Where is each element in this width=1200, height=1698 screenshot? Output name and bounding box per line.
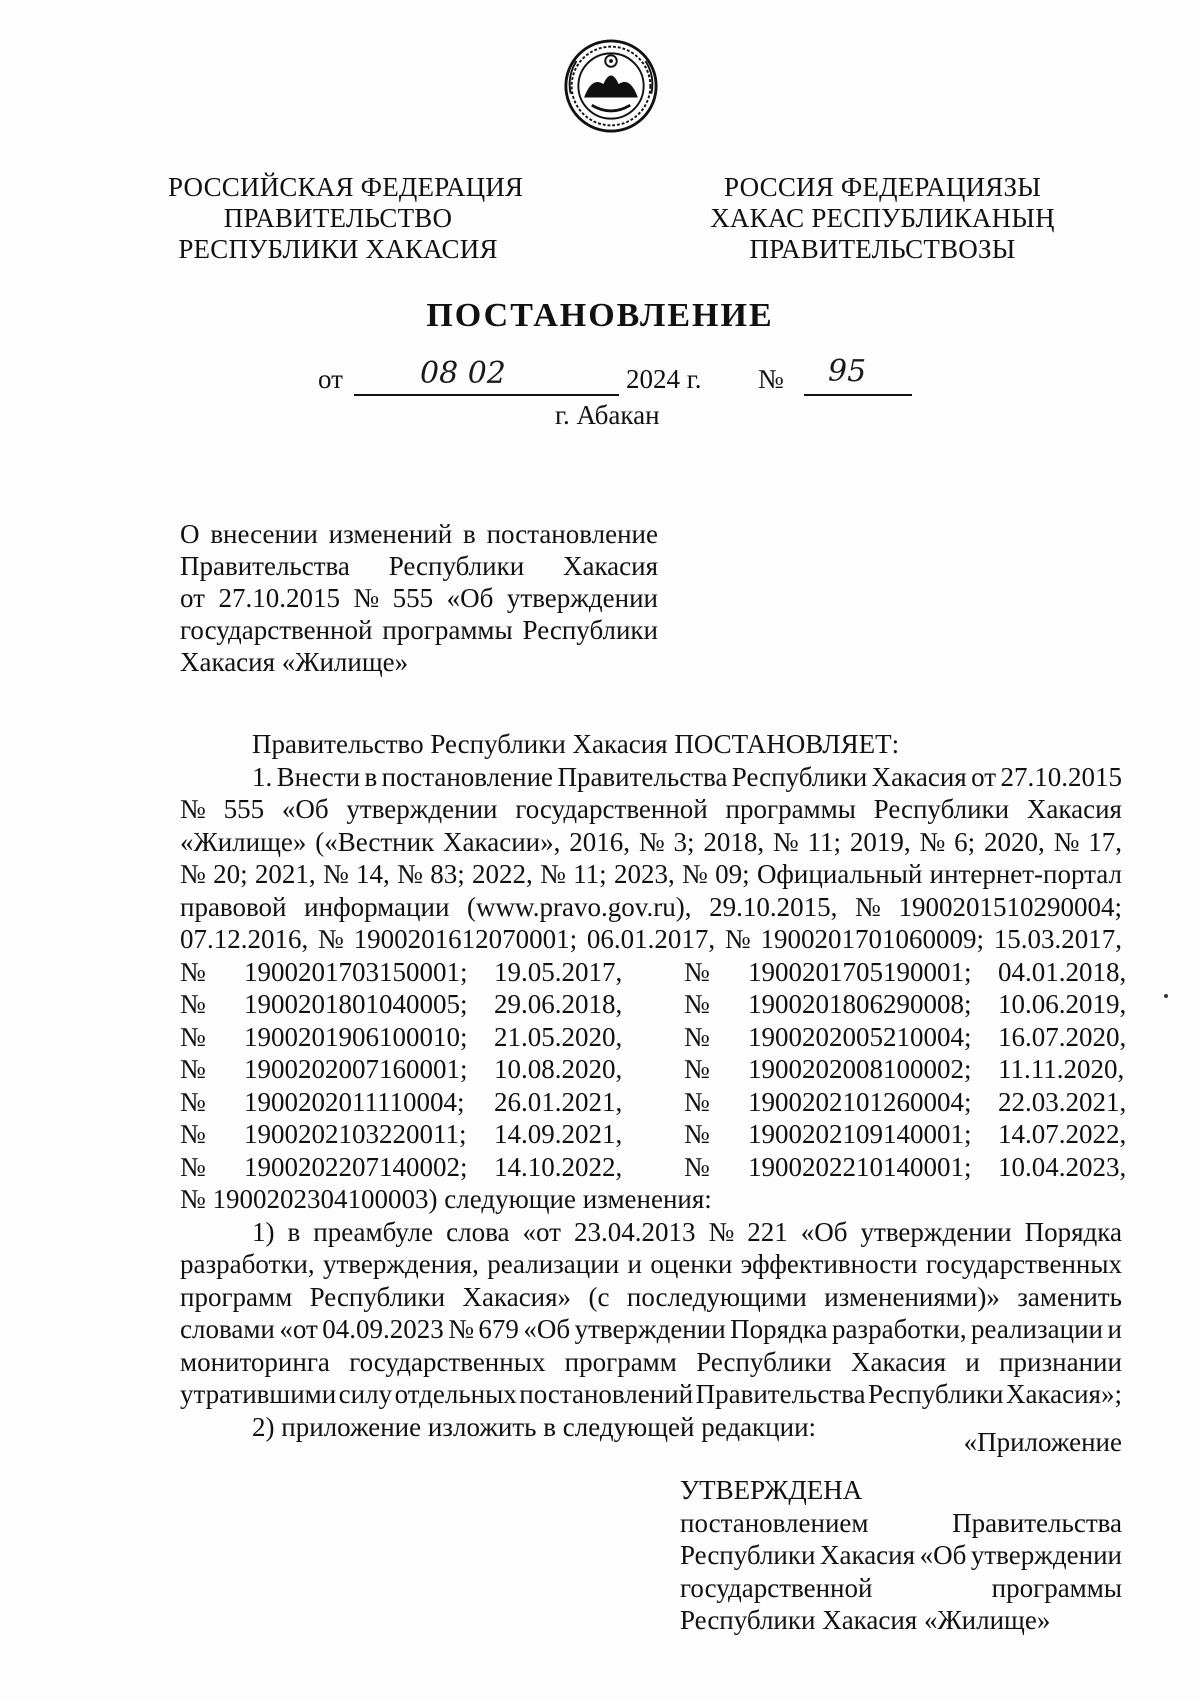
word: оценки (650, 1249, 733, 1279)
item-line (180, 1216, 1122, 1249)
word: Республики (309, 1281, 446, 1312)
table-cell: № (180, 1021, 206, 1052)
table-cell: 1900201906100010; (244, 1021, 468, 1052)
word: 07.12.2016, (180, 924, 309, 954)
word: Хакасия (562, 551, 658, 581)
word: 2019, (849, 826, 911, 857)
paragraph-line (180, 858, 1122, 891)
word: утверждении (860, 1216, 1012, 1247)
table-row (180, 1086, 1127, 1119)
word: 555 (223, 794, 265, 824)
word: утратившими (180, 1379, 337, 1409)
word: 2023, (613, 859, 675, 889)
table-cell: 10.06.2019, (998, 989, 1127, 1019)
word: заменить (1017, 1281, 1122, 1312)
subject-line (180, 518, 658, 550)
word: 1. (252, 761, 273, 792)
word: Республики (522, 615, 658, 645)
table-cell: 1900201703150001; (244, 956, 468, 987)
word: 27.10.2015 (1000, 761, 1122, 792)
header-left-line: ПРАВИТЕЛЬСТВО (223, 203, 453, 233)
subject-line (180, 582, 658, 614)
word: программ (180, 1281, 293, 1312)
word: 04.09.2023 (322, 1314, 444, 1344)
word: программ (564, 1346, 677, 1377)
word: Правительства (557, 761, 728, 792)
word: 15.03.2017, (993, 924, 1122, 954)
table-cell: № (684, 1086, 710, 1117)
word: слова (446, 1216, 510, 1247)
word: в (463, 519, 476, 549)
appendix-line (680, 1572, 1122, 1605)
subject-line (180, 614, 658, 646)
word: реализации (487, 1249, 620, 1279)
word: (с (588, 1281, 610, 1312)
word: реализации (971, 1314, 1103, 1344)
word: утверждения, (323, 1249, 479, 1279)
word: силу (338, 1379, 393, 1409)
word: Хакасия (1026, 794, 1122, 824)
word: «Об (800, 1216, 848, 1247)
table-cell: 1900201801040005; (244, 989, 468, 1019)
table-cell: 1900202210140001; (748, 1151, 972, 1182)
date-year: 2024 г. (626, 364, 702, 394)
table-cell: 29.06.2018, (494, 989, 623, 1019)
word: государственной (680, 1572, 873, 1603)
word: № (180, 859, 206, 889)
word: № (322, 859, 349, 889)
appendix-line (680, 1507, 1122, 1540)
table-row (180, 1151, 1127, 1184)
word: Хакасия» (462, 1281, 572, 1312)
table-cell: 10.08.2020, (494, 1054, 623, 1084)
appendix-last: Республики Хакасия «Жилище» (680, 1605, 1051, 1635)
document-subject (180, 518, 658, 678)
table-cell: № (684, 1054, 710, 1084)
word: № (682, 859, 708, 889)
word: государственных (349, 1346, 546, 1377)
word: постановлением (680, 1507, 869, 1538)
paragraph-1-end: № 1900202304100003) следующие изменения: (180, 1184, 712, 1214)
word: Республики (696, 1346, 832, 1377)
table-cell: 14.07.2022, (998, 1119, 1127, 1149)
table-row (180, 988, 1127, 1021)
item-line (180, 1313, 1122, 1346)
word: 2020, (984, 826, 1045, 857)
word: внесении (210, 519, 318, 549)
word: 06.01.2017, (586, 924, 716, 954)
word: 2016, (569, 826, 630, 857)
coat-of-arms-emblem (563, 38, 659, 134)
word: 679 (478, 1314, 519, 1344)
table-cell: № (684, 1119, 710, 1149)
table-cell: № (684, 989, 710, 1019)
header-right-line: РОССИЯ ФЕДЕРАЦИЯЗЫ (724, 172, 1041, 202)
table-cell: № (180, 1086, 206, 1117)
word: Республики (873, 794, 1010, 824)
word: 29.10.2015, (709, 891, 838, 922)
table-cell: 1900202207140002; (244, 1151, 468, 1182)
word: Хакасия «Жилище» (180, 647, 409, 677)
word: «Об (281, 794, 329, 824)
word: 555 (392, 583, 434, 613)
word: № (180, 794, 206, 824)
word: государственной (180, 615, 373, 645)
table-cell: 1900202008100002; (748, 1054, 972, 1084)
table-cell: 19.05.2017, (494, 956, 623, 987)
word: № (638, 826, 665, 857)
table-cell: 1900201705190001; (748, 956, 972, 987)
word: 11; (807, 826, 842, 857)
word: 6; (954, 826, 976, 857)
word: преамбуле (313, 1216, 434, 1247)
appendix-lines (680, 1507, 1122, 1605)
word: № (724, 924, 751, 954)
word: информации (304, 891, 450, 922)
word: 1) (252, 1216, 275, 1247)
table-cell: 26.01.2021, (494, 1086, 623, 1117)
word: «Об (919, 1540, 967, 1570)
number-label: № (758, 364, 784, 394)
word: 1900201612070001; (353, 924, 578, 954)
item-1 (180, 1216, 1122, 1411)
word: Хакасия (820, 1540, 916, 1570)
word: «от (279, 1314, 318, 1344)
table-row (180, 1021, 1127, 1054)
word: Порядка (1024, 1216, 1122, 1247)
word: 2021, (254, 859, 316, 889)
header-left (168, 172, 524, 265)
word: Хакасия»; (1005, 1379, 1122, 1409)
word: (www.pravo.gov.ru), (467, 891, 692, 922)
table-cell: 22.03.2021, (998, 1086, 1127, 1117)
word: правовой (180, 891, 287, 922)
word: постановление (381, 761, 554, 792)
word: Республики (731, 761, 868, 792)
paragraph-1 (180, 761, 1122, 956)
document-title: ПОСТАНОВЛЕНИЕ (426, 297, 774, 334)
paragraph-line (180, 761, 1122, 794)
word: 14, (356, 859, 390, 889)
word: Правительства (695, 1379, 866, 1409)
scan-speck (1164, 994, 1168, 998)
word: № (1053, 826, 1080, 857)
word: Хакасия (871, 761, 967, 792)
word: «Об (446, 583, 494, 613)
appendix-line (680, 1539, 1122, 1572)
word: интернет-портал (929, 859, 1122, 889)
item-line (180, 1281, 1122, 1314)
word: 2022, (472, 859, 533, 889)
word: О (180, 519, 200, 549)
registration-numbers-table (180, 956, 1127, 1184)
table-cell: № (180, 956, 206, 987)
word: эффективности (740, 1249, 918, 1279)
paragraph-line (180, 923, 1122, 956)
word: программы (725, 794, 856, 824)
item-2: 2) приложение изложить в следующей редакции: (252, 1411, 817, 1442)
word: 17, (1088, 826, 1122, 857)
table-row (180, 1118, 1127, 1151)
word: словами (180, 1314, 275, 1344)
table-cell: 1900202101260004; (748, 1086, 972, 1117)
word: № (353, 583, 380, 613)
table-cell: № (684, 1021, 710, 1052)
table-cell: № (180, 1119, 206, 1149)
word: Хакасия (850, 1346, 946, 1377)
paragraph-line (180, 826, 1122, 859)
table-cell: № (684, 1151, 710, 1182)
header-right (705, 172, 1060, 265)
word: государственной (515, 794, 708, 824)
document-body (180, 728, 1127, 1443)
word: утверждении (574, 1314, 726, 1344)
word: № (448, 1314, 474, 1344)
word: и (627, 1249, 642, 1279)
table-cell: 14.10.2022, (494, 1151, 623, 1182)
word: утверждении (346, 794, 498, 824)
word: от (971, 761, 997, 792)
appendix-head: «Приложение (963, 1427, 1122, 1457)
word: Официальный (756, 859, 923, 889)
word: 1900201510290004; (898, 891, 1122, 922)
word: от (180, 583, 205, 613)
table-cell: 04.01.2018, (998, 956, 1127, 987)
table-row (180, 956, 1127, 989)
word: Республики (388, 551, 525, 581)
paragraph-line (180, 793, 1122, 826)
word: 221 (747, 1216, 788, 1247)
word: № (708, 1216, 735, 1247)
word: Республики (680, 1540, 816, 1570)
word: и (1107, 1314, 1122, 1344)
handwritten-date: 08 02 (420, 356, 506, 391)
table-cell: 11.11.2020, (998, 1054, 1125, 1084)
appendix-block (680, 1474, 1122, 1637)
table-cell: 14.09.2021, (494, 1119, 623, 1149)
word: «Об (523, 1314, 571, 1344)
word: № (772, 826, 799, 857)
word: признании (999, 1346, 1122, 1377)
table-cell: № (180, 1054, 206, 1084)
word: программы (382, 615, 513, 645)
subject-line (180, 550, 658, 582)
word: («Вестник (315, 826, 435, 857)
item-line (180, 1346, 1122, 1379)
word: Внести (276, 761, 361, 792)
header-left-line: РОССИЙСКАЯ ФЕДЕРАЦИЯ (168, 172, 524, 202)
header-left-line: РЕСПУБЛИКИ ХАКАСИЯ (178, 234, 498, 264)
table-cell: 21.05.2020, (494, 1021, 623, 1052)
word: 20; (213, 859, 248, 889)
word: Республики (868, 1379, 1004, 1409)
table-cell: 1900202109140001; (748, 1119, 972, 1149)
word: 27.10.2015 (218, 583, 340, 613)
word: последующими (626, 1281, 807, 1312)
word: Правительства (180, 551, 350, 581)
word: постановлений (519, 1379, 694, 1409)
word: № (318, 924, 344, 954)
word: утверждении (970, 1540, 1122, 1570)
word: «Жилище» (180, 826, 307, 857)
handwritten-number: 95 (828, 354, 867, 389)
word: 3; (673, 826, 695, 857)
word: изменениями)» (824, 1281, 1000, 1312)
preamble: Правительство Республики Хакасия ПОСТАНОВЛЯЕТ: (252, 729, 900, 759)
table-cell: 1900202005210004; (748, 1021, 972, 1052)
word: в (287, 1216, 301, 1247)
word: 83; (430, 859, 465, 889)
header-right-line: ПРАВИТЕЛЬСТВОЗЫ (749, 234, 1016, 264)
subject-line (180, 646, 658, 678)
table-cell: 16.07.2020, (998, 1021, 1127, 1052)
date-prefix: от (318, 364, 343, 394)
item-line (180, 1248, 1122, 1281)
item-line (180, 1378, 1122, 1411)
word: и (965, 1346, 980, 1377)
city-name: г. Абакан (555, 400, 660, 430)
word: 1900201701060009; (760, 924, 984, 954)
word: 23.04.2013 (573, 1216, 696, 1247)
table-cell: № (684, 956, 710, 987)
paragraph-line (180, 891, 1122, 924)
word: в (364, 761, 378, 792)
word: утверждении (506, 583, 658, 613)
table-row (180, 1053, 1125, 1086)
word: разработки, (831, 1314, 967, 1344)
table-cell: 1900201806290008; (748, 989, 972, 1019)
word: государственных (925, 1249, 1122, 1279)
table-cell: 10.04.2023, (998, 1151, 1127, 1182)
word: № (919, 826, 946, 857)
word: Правительства (952, 1507, 1122, 1538)
word: Порядка (730, 1314, 828, 1344)
table-cell: № (180, 1151, 206, 1182)
word: 2018, (703, 826, 765, 857)
word: Хакасии», (443, 826, 561, 857)
word: 11; (573, 859, 607, 889)
table-cell: № (180, 989, 206, 1019)
word: № (397, 859, 423, 889)
header-right-line: ХАКАС РЕСПУБЛИКАНЫҢ (710, 203, 1055, 233)
table-cell: 1900202011110004; (244, 1086, 465, 1117)
word: «от (522, 1216, 561, 1247)
table-cell: 1900202007160001; (244, 1054, 468, 1084)
table-cell: 1900202103220011; (244, 1119, 467, 1149)
word: № (540, 859, 566, 889)
word: программы (991, 1572, 1122, 1603)
word: отдельных (394, 1379, 517, 1409)
word: постановление (486, 519, 658, 549)
appendix-approved: УТВЕРЖДЕНА (680, 1475, 863, 1505)
word: изменений (328, 519, 453, 549)
word: мониторинга (180, 1346, 330, 1377)
word: разработки, (180, 1249, 315, 1279)
word: 09; (715, 859, 750, 889)
word: № (855, 891, 881, 922)
